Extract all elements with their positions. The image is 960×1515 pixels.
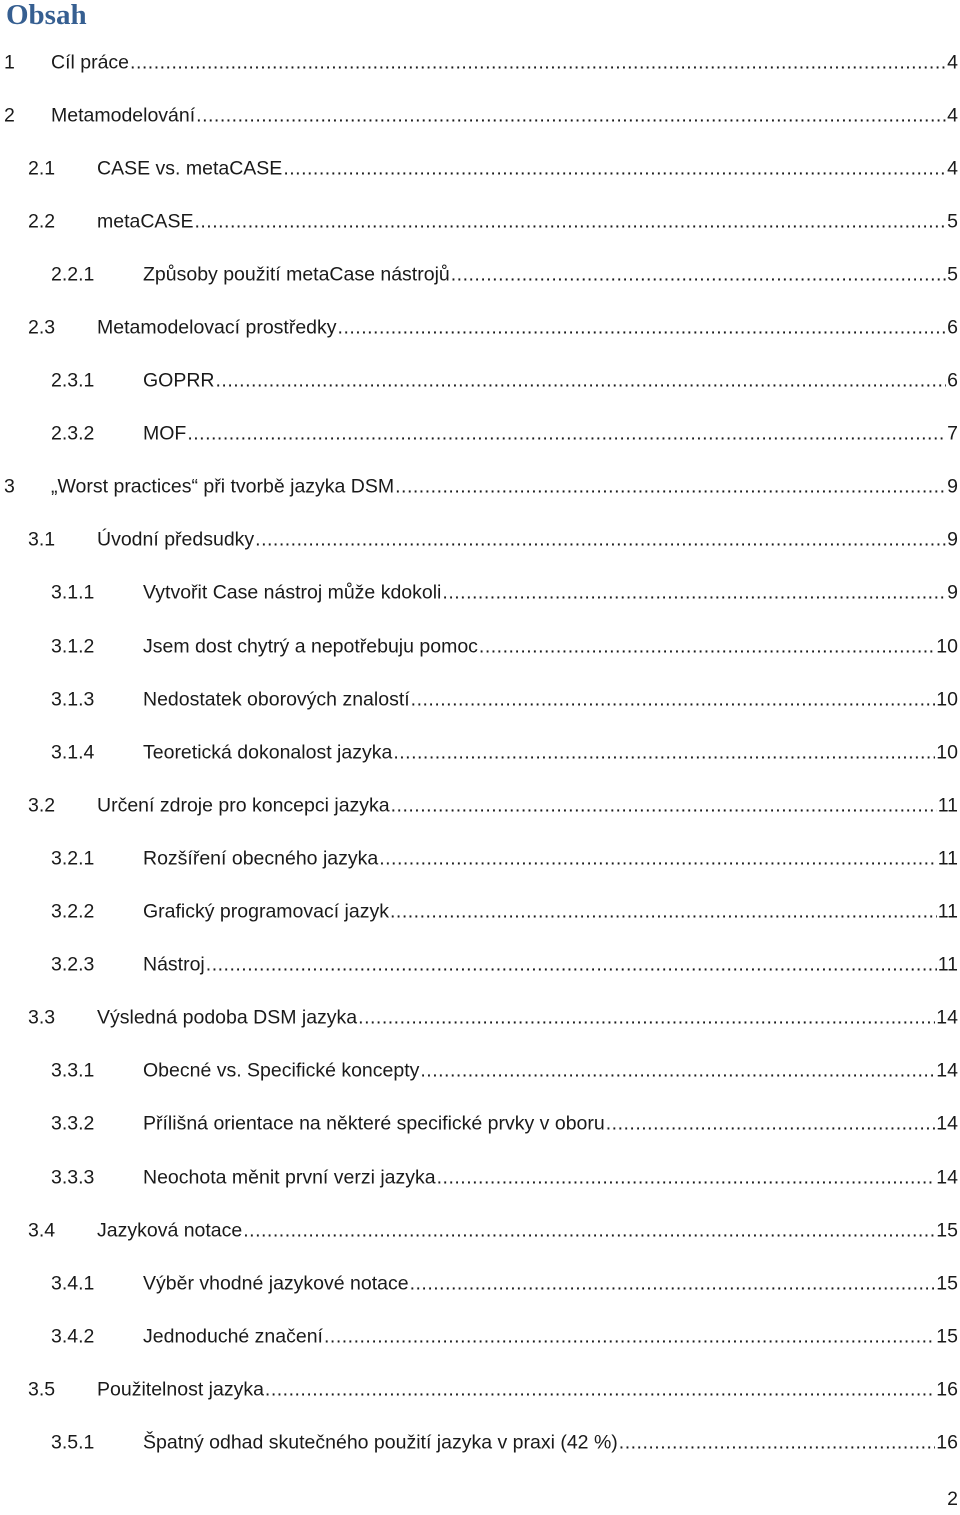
toc-entry[interactable] bbox=[0, 1310, 960, 1363]
toc-entry[interactable] bbox=[0, 248, 960, 301]
toc-entry-title[interactable]: Jednoduché značení bbox=[143, 1325, 323, 1348]
toc-dot-leader bbox=[265, 1378, 935, 1401]
toc-entry[interactable] bbox=[0, 1257, 960, 1310]
toc-entry-page: 10 bbox=[936, 688, 958, 711]
toc-dot-leader bbox=[390, 901, 937, 924]
toc-entry[interactable] bbox=[0, 36, 960, 89]
toc-dot-leader bbox=[479, 635, 935, 658]
toc-entry-page: 11 bbox=[937, 953, 958, 976]
toc-entry[interactable] bbox=[0, 89, 960, 142]
toc-entry-body bbox=[143, 582, 958, 605]
toc-entry[interactable] bbox=[0, 726, 960, 779]
toc-entry-body bbox=[97, 1007, 958, 1030]
toc-entry-body bbox=[143, 635, 958, 658]
toc-entry-title[interactable]: Výběr vhodné jazykové notace bbox=[143, 1272, 409, 1295]
toc-entry-page: 16 bbox=[936, 1378, 958, 1401]
toc-entry-number: 3.4.2 bbox=[51, 1325, 95, 1348]
toc-entry-page: 6 bbox=[947, 316, 958, 339]
toc-entry[interactable] bbox=[0, 620, 960, 673]
toc-dot-leader bbox=[451, 263, 946, 286]
toc-entry[interactable] bbox=[0, 939, 960, 992]
toc-entry-page: 15 bbox=[936, 1325, 958, 1348]
toc-dot-leader bbox=[130, 51, 946, 74]
toc-entry[interactable] bbox=[0, 1204, 960, 1257]
toc-entry-page: 7 bbox=[947, 422, 958, 445]
table-of-contents bbox=[0, 36, 960, 1470]
toc-entry-title[interactable]: Nedostatek oborových znalostí bbox=[143, 688, 410, 711]
toc-entry-body bbox=[97, 1219, 958, 1242]
toc-entry[interactable] bbox=[0, 992, 960, 1045]
toc-dot-leader bbox=[379, 847, 937, 870]
toc-entry-number: 3.5.1 bbox=[51, 1431, 95, 1454]
toc-entry[interactable] bbox=[0, 1098, 960, 1151]
toc-entry[interactable] bbox=[0, 1151, 960, 1204]
toc-entry-body bbox=[51, 104, 958, 127]
toc-entry-number: 3.4 bbox=[28, 1219, 56, 1242]
toc-entry-number: 2.2 bbox=[28, 210, 56, 233]
toc-entry-number: 3.2.1 bbox=[51, 847, 95, 870]
toc-entry-page: 10 bbox=[936, 635, 958, 658]
toc-dot-leader bbox=[619, 1431, 936, 1454]
toc-entry-title[interactable]: „Worst practices“ při tvorbě jazyka DSM bbox=[51, 475, 395, 498]
toc-entry-body bbox=[97, 529, 958, 552]
toc-entry-number: 2.1 bbox=[28, 157, 56, 180]
toc-entry[interactable] bbox=[0, 301, 960, 354]
toc-entry-body bbox=[97, 794, 958, 817]
toc-entry[interactable] bbox=[0, 886, 960, 939]
toc-entry-number: 2.3.2 bbox=[51, 422, 95, 445]
toc-entry-page: 16 bbox=[936, 1431, 958, 1454]
toc-entry-number: 2 bbox=[4, 104, 15, 127]
toc-dot-leader bbox=[324, 1325, 935, 1348]
toc-entry-page: 10 bbox=[936, 741, 958, 764]
toc-dot-leader bbox=[395, 476, 946, 499]
toc-entry-body bbox=[143, 1166, 958, 1189]
toc-dot-leader bbox=[194, 210, 946, 233]
toc-entry-body bbox=[143, 1431, 958, 1454]
toc-entry-title[interactable]: Jsem dost chytrý a nepotřebuju pomoc bbox=[143, 635, 478, 658]
toc-dot-leader bbox=[255, 529, 946, 552]
toc-entry-body bbox=[143, 954, 958, 977]
toc-entry-page: 14 bbox=[936, 1112, 958, 1135]
toc-entry-title[interactable]: metaCASE bbox=[97, 210, 194, 233]
toc-entry-number: 3.4.1 bbox=[51, 1272, 95, 1295]
toc-entry-title[interactable]: Způsoby použití metaCase nástrojů bbox=[143, 263, 450, 286]
toc-dot-leader bbox=[216, 370, 947, 393]
page-number: 2 bbox=[947, 1488, 958, 1510]
toc-entry-page: 4 bbox=[947, 157, 958, 180]
toc-entry-page: 15 bbox=[936, 1219, 958, 1242]
toc-entry-number: 3.3.2 bbox=[51, 1112, 95, 1135]
toc-entry-number: 3.1.4 bbox=[51, 741, 95, 764]
toc-entry-title[interactable]: MOF bbox=[143, 422, 187, 445]
toc-entry-body bbox=[143, 1272, 958, 1295]
toc-entry-title[interactable]: Jazyková notace bbox=[97, 1219, 243, 1242]
toc-entry-title[interactable]: Úvodní předsudky bbox=[97, 528, 255, 551]
toc-entry-number: 3.2.3 bbox=[51, 953, 95, 976]
toc-entry-body bbox=[143, 1113, 958, 1136]
toc-entry-number: 2.3.1 bbox=[51, 369, 95, 392]
toc-dot-leader bbox=[391, 794, 937, 817]
toc-entry-page: 11 bbox=[937, 900, 958, 923]
toc-entry-title[interactable]: GOPRR bbox=[143, 369, 215, 392]
toc-entry-number: 3 bbox=[4, 475, 15, 498]
toc-dot-leader bbox=[196, 104, 946, 127]
toc-entry-body bbox=[143, 1325, 958, 1348]
toc-entry[interactable] bbox=[0, 779, 960, 832]
toc-entry-title[interactable]: Vytvořit Case nástroj může kdokoli bbox=[143, 581, 442, 604]
toc-dot-leader bbox=[358, 1007, 935, 1030]
toc-entry-body bbox=[143, 847, 958, 870]
toc-entry-title[interactable]: Metamodelovací prostředky bbox=[97, 316, 337, 339]
toc-entry-number: 3.3.1 bbox=[51, 1059, 95, 1082]
toc-dot-leader bbox=[442, 582, 946, 605]
toc-dot-leader bbox=[187, 423, 946, 446]
toc-entry-body bbox=[51, 51, 958, 74]
toc-entry-number: 3.1.3 bbox=[51, 688, 95, 711]
toc-entry-number: 3.5 bbox=[28, 1378, 56, 1401]
toc-entry[interactable] bbox=[0, 408, 960, 461]
toc-entry-number: 3.1.2 bbox=[51, 635, 95, 658]
toc-entry-body bbox=[97, 157, 958, 180]
toc-entry-page: 11 bbox=[937, 794, 958, 817]
toc-entry-number: 3.1.1 bbox=[51, 581, 95, 604]
toc-dot-leader bbox=[243, 1219, 935, 1242]
toc-entry[interactable] bbox=[0, 1045, 960, 1098]
toc-entry-title[interactable]: Rozšíření obecného jazyka bbox=[143, 847, 379, 870]
toc-entry-page: 5 bbox=[947, 263, 958, 286]
toc-entry[interactable] bbox=[0, 514, 960, 567]
toc-entry-title[interactable]: Neochota měnit první verzi jazyka bbox=[143, 1166, 436, 1189]
toc-entry-title[interactable]: Obecné vs. Specifické koncepty bbox=[143, 1059, 420, 1082]
toc-entry-body bbox=[143, 370, 958, 393]
toc-entry[interactable] bbox=[0, 832, 960, 885]
toc-dot-leader bbox=[206, 954, 937, 977]
toc-entry-number: 2.3 bbox=[28, 316, 56, 339]
toc-entry-body bbox=[143, 741, 958, 764]
toc-entry-number: 2.2.1 bbox=[51, 263, 95, 286]
toc-entry-title[interactable]: Přílišná orientace na některé specifické prvky v oboru bbox=[143, 1112, 605, 1135]
toc-dot-leader bbox=[411, 688, 936, 711]
toc-entry-title[interactable]: Teoretická dokonalost jazyka bbox=[143, 741, 393, 764]
toc-entry[interactable] bbox=[0, 567, 960, 620]
toc-entry-page: 9 bbox=[947, 581, 958, 604]
toc-entry-title[interactable]: Metamodelování bbox=[51, 104, 196, 127]
toc-entry[interactable] bbox=[0, 355, 960, 408]
toc-entry-title[interactable]: Nástroj bbox=[143, 953, 205, 976]
toc-entry-body bbox=[143, 263, 958, 286]
toc-entry-number: 1 bbox=[4, 51, 15, 74]
toc-entry-number: 3.2 bbox=[28, 794, 56, 817]
toc-entry-page: 15 bbox=[936, 1272, 958, 1295]
toc-entry-page: 6 bbox=[947, 369, 958, 392]
toc-entry[interactable] bbox=[0, 461, 960, 514]
toc-entry-number: 3.1 bbox=[28, 528, 56, 551]
toc-entry[interactable] bbox=[0, 195, 960, 248]
toc-dot-leader bbox=[606, 1113, 936, 1136]
toc-entry-page: 9 bbox=[947, 475, 958, 498]
toc-entry-body bbox=[143, 901, 958, 924]
toc-entry-body bbox=[143, 688, 958, 711]
toc-entry-title[interactable]: Grafický programovací jazyk bbox=[143, 900, 389, 923]
toc-entry-body bbox=[143, 1060, 958, 1083]
toc-entry[interactable] bbox=[0, 142, 960, 195]
toc-entry-number: 3.3 bbox=[28, 1006, 56, 1029]
toc-dot-leader bbox=[437, 1166, 936, 1189]
toc-entry-body bbox=[51, 476, 958, 499]
toc-entry-number: 3.3.3 bbox=[51, 1166, 95, 1189]
toc-entry-title[interactable]: Určení zdroje pro koncepci jazyka bbox=[97, 794, 390, 817]
toc-entry-page: 9 bbox=[947, 528, 958, 551]
toc-entry-title[interactable]: Použitelnost jazyka bbox=[97, 1378, 264, 1401]
toc-entry-page: 4 bbox=[947, 51, 958, 74]
toc-entry-page: 4 bbox=[947, 104, 958, 127]
toc-entry-body bbox=[97, 1378, 958, 1401]
toc-entry-title[interactable]: Výsledná podoba DSM jazyka bbox=[97, 1006, 358, 1029]
toc-entry-title[interactable]: Cíl práce bbox=[51, 51, 130, 74]
toc-entry-number: 3.2.2 bbox=[51, 900, 95, 923]
toc-dot-leader bbox=[338, 317, 947, 340]
toc-entry-page: 14 bbox=[936, 1059, 958, 1082]
toc-entry-page: 14 bbox=[936, 1166, 958, 1189]
toc-entry-body bbox=[97, 317, 958, 340]
toc-dot-leader bbox=[410, 1272, 936, 1295]
toc-entry-page: 14 bbox=[936, 1006, 958, 1029]
toc-dot-leader bbox=[283, 157, 946, 180]
toc-dot-leader bbox=[420, 1060, 935, 1083]
toc-entry-page: 5 bbox=[947, 210, 958, 233]
toc-entry-title[interactable]: CASE vs. metaCASE bbox=[97, 157, 283, 180]
toc-entry[interactable] bbox=[0, 1363, 960, 1416]
page-title: Obsah bbox=[6, 0, 87, 31]
toc-dot-leader bbox=[393, 741, 935, 764]
toc-entry[interactable] bbox=[0, 1416, 960, 1469]
toc-entry-body bbox=[143, 423, 958, 446]
toc-entry[interactable] bbox=[0, 673, 960, 726]
toc-entry-title[interactable]: Špatný odhad skutečného použití jazyka v praxi (42 %) bbox=[143, 1431, 618, 1454]
toc-entry-body bbox=[97, 210, 958, 233]
toc-entry-page: 11 bbox=[937, 847, 958, 870]
